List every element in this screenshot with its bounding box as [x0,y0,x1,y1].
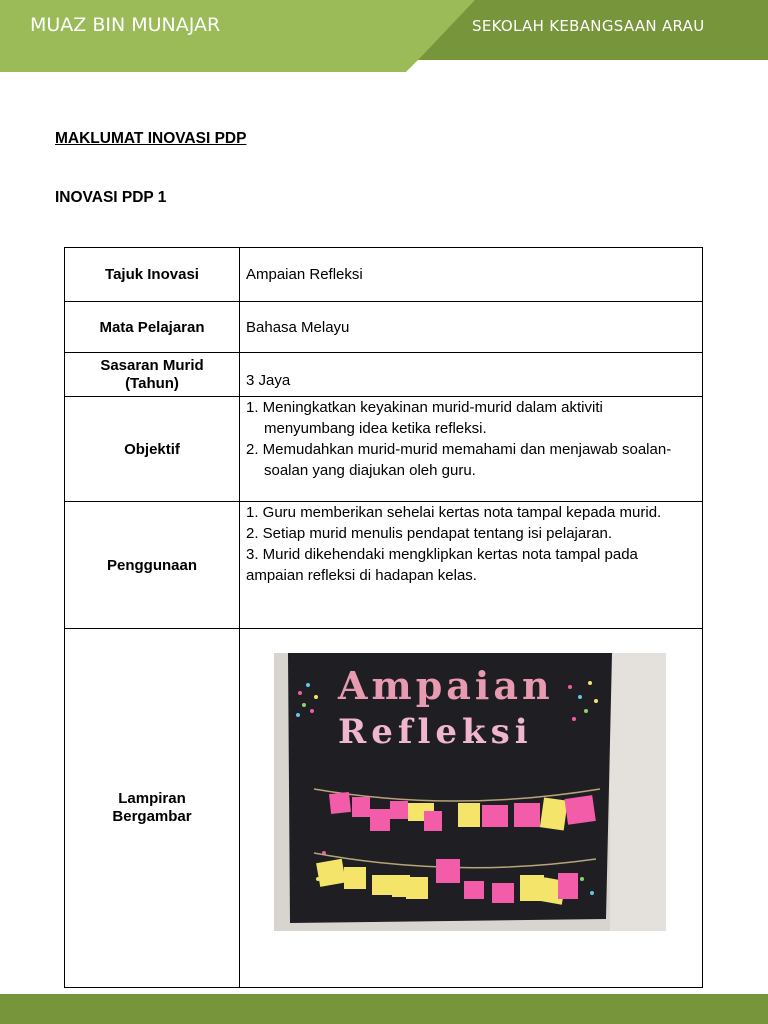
objektif-label: Objektif [65,397,240,502]
board-title-line2: Refleksi [338,712,533,752]
objektif-item: 1. Meningkatkan keyakinan murid-murid dalam aktiviti menyumbang idea ketika refleksi. [246,399,603,437]
header-banner-shapes [0,0,768,72]
penggunaan-item: 2. Setiap murid menulis pendapat tentang isi pelajaran. [246,525,613,542]
table-row [65,397,703,502]
lampiran-label-line1: Lampiran [118,790,186,807]
table-row [65,502,703,629]
sasaran-value: 3 Jaya [240,353,703,397]
header-banner [0,0,768,72]
tajuk-label: Tajuk Inovasi [65,248,240,302]
sasaran-label [65,353,240,397]
penggunaan-item: 1. Guru memberikan sehelai kertas nota tampal kepada murid. [246,504,662,521]
mata-pelajaran-label: Mata Pelajaran [65,302,240,353]
table-row [65,353,703,397]
lampiran-label-line2: Bergambar [112,808,192,825]
footer-bar [0,994,768,1024]
sasaran-label-line2: (Tahun) [125,374,179,392]
penggunaan-item: 3. Murid dikehendaki mengklipkan kertas nota tampal pada ampaian refleksi di hadapan kelas. [246,546,638,584]
tajuk-value: Ampaian Refleksi [240,248,703,302]
penggunaan-value [240,502,703,629]
author-name: MUAZ BIN MUNAJAR [30,14,221,36]
penggunaan-label: Penggunaan [65,502,240,629]
objektif-value [240,397,703,502]
table-row [65,248,703,302]
lampiran-label [65,629,240,988]
sasaran-label-line1: Sasaran Murid [100,356,204,374]
school-name: SEKOLAH KEBANGSAAN ARAU [472,17,705,35]
section-title: MAKLUMAT INOVASI PDP [55,130,247,147]
mata-pelajaran-value: Bahasa Melayu [240,302,703,353]
board-title-line1: Ampaian [338,663,554,708]
subsection-title: INOVASI PDP 1 [55,189,167,206]
wall-highlight [610,653,666,931]
objektif-item: 2. Memudahkan murid-murid memahami dan menjawab soalan-soalan yang diajukan oleh guru. [246,441,672,479]
objektif-list [246,397,696,481]
reflection-board-photo [274,653,666,931]
table-row [65,302,703,353]
